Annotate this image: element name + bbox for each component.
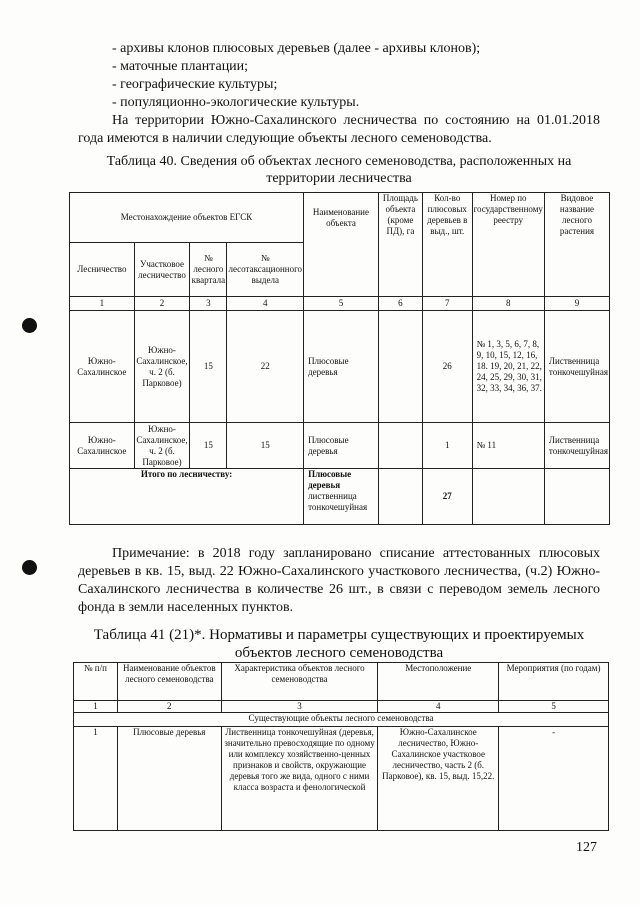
cell-area [378,423,422,469]
binder-hole-icon [22,318,37,333]
cell-district: Южно-Сахалинское, ч. 2 (б. Парковое) [134,423,190,469]
cell-object-name: Плюсовые деревья [117,727,221,831]
cell-object-name: Плюсовые деревья [304,311,379,423]
cell-area [378,311,422,423]
total-species [544,469,609,525]
column-number: 3 [221,701,378,713]
column-number: 4 [378,701,499,713]
total-tree-count: 27 [422,469,472,525]
column-number: 5 [304,297,379,311]
page-number: 127 [576,840,597,855]
cell-quarter: 15 [190,311,227,423]
note-paragraph: Примечание: в 2018 году запланировано списание аттестованных плюсовых деревьев в кв. 15, выд. 22 Южно-Сахалинского участкового лесничества, (ч.2) Южно-Сахалинского лесничества в количестве 26 шт., в связи с переводом земель лесного фонда в земли населенных пунктов. [78,546,600,615]
cell-species: Лиственница тонкочешуйная [544,423,609,469]
total-object-name [304,469,379,525]
cell-forestry: Южно-Сахалинское [70,311,135,423]
cell-subplot: 22 [227,311,304,423]
header-characteristics: Характеристика объектов лесного семеноводства [221,663,378,701]
table-row [74,727,609,831]
total-label: Итого по лесничеству: [70,469,304,525]
table40-caption: Таблица 40. Сведения об объектах лесного семеноводства, расположенных на территории лесничества [106,154,572,186]
cell-characteristics: Лиственница тонкочешуйная (деревья, значительно превосходящие по одному или комплексу хозяйственно-ценных признаков и свойств, окружающие деревья того же вида, одного с ними класса возраста и фенологической [221,727,378,831]
column-number: 7 [422,297,472,311]
bullet-item: - архивы клонов плюсовых деревьев (далее - архивы клонов); [112,41,481,56]
total-area [378,469,422,525]
header-object-name: Наименование объектов лесного семеноводства [117,663,221,701]
header-forestry: Лесничество [70,243,135,297]
header-number: № п/п [74,663,118,701]
column-number: 3 [190,297,227,311]
column-number: 2 [117,701,221,713]
header-tree-count: Кол-во плюсовых деревьев в выд., шт. [422,193,472,297]
section-title: Существующие объекты лесного семеноводства [74,713,609,727]
table-total-row [70,469,610,525]
table-40 [69,192,610,525]
header-measures: Мероприятия (по годам) [499,663,609,701]
header-subplot: № лесотаксационного выдела [227,243,304,297]
bullet-item: - популяционно-экологические культуры. [112,95,360,110]
cell-measures: - [499,727,609,831]
bullet-list [112,40,480,112]
column-number: 2 [134,297,190,311]
cell-subplot: 15 [227,423,304,469]
column-number: 8 [472,297,544,311]
column-number: 1 [70,297,135,311]
cell-forestry: Южно-Сахалинское [70,423,135,469]
intro-paragraph: На территории Южно-Сахалинского лесничества по состоянию на 01.01.2018 года имеются в наличии следующие объекты лесного семеноводства. [78,113,600,146]
cell-district: Южно-Сахалинское, ч. 2 (б. Парковое) [134,311,190,423]
cell-quarter: 15 [190,423,227,469]
cell-registry-number: № 1, 3, 5, 6, 7, 8, 9, 10, 15, 12, 16, 18. 19, 20, 21, 22, 24, 25, 29, 30, 31, 32, 33, 34, 36, 37. [472,311,544,423]
cell-tree-count: 26 [422,311,472,423]
cell-location: Южно-Сахалинское лесничество, Южно-Сахалинское участковое лесничество, часть 2 (б. Парковое), кв. 15, выд. 15,22. [378,727,499,831]
cell-object-name: Плюсовые деревья [304,423,379,469]
bullet-item: - маточные плантации; [112,59,249,74]
header-species: Видовое название лесного растения [544,193,609,297]
cell-registry-number: № 11 [472,423,544,469]
column-number: 4 [227,297,304,311]
header-area: Площадь объекта (кроме ПД), га [378,193,422,297]
header-location: Местоположение [378,663,499,701]
cell-species: Лиственница тонкочешуйная [544,311,609,423]
column-number: 9 [544,297,609,311]
column-number: 5 [499,701,609,713]
table-row [70,423,610,469]
table-row [70,311,610,423]
table41-caption: Таблица 41 (21)*. Нормативы и параметры существующих и проектируемых объектов лесного семеноводства [93,627,585,661]
cell-number: 1 [74,727,118,831]
binder-hole-icon [22,560,37,575]
header-registry-number: Номер по государственному реестру [472,193,544,297]
cell-tree-count: 1 [422,423,472,469]
total-registry-number [472,469,544,525]
total-object-name-bold: Плюсовые деревья [308,469,352,490]
header-location: Местонахождение объектов ЕГСК [70,193,304,243]
column-number: 1 [74,701,118,713]
header-district: Участковое лесничество [134,243,190,297]
column-number: 6 [378,297,422,311]
header-quarter: № лесного квартала [190,243,227,297]
table-41 [73,662,609,831]
header-object-name: Наименование объекта [304,193,379,297]
total-object-name-species: лиственница тонкочешуйная [308,491,368,512]
bullet-item: - географические культуры; [112,77,278,92]
